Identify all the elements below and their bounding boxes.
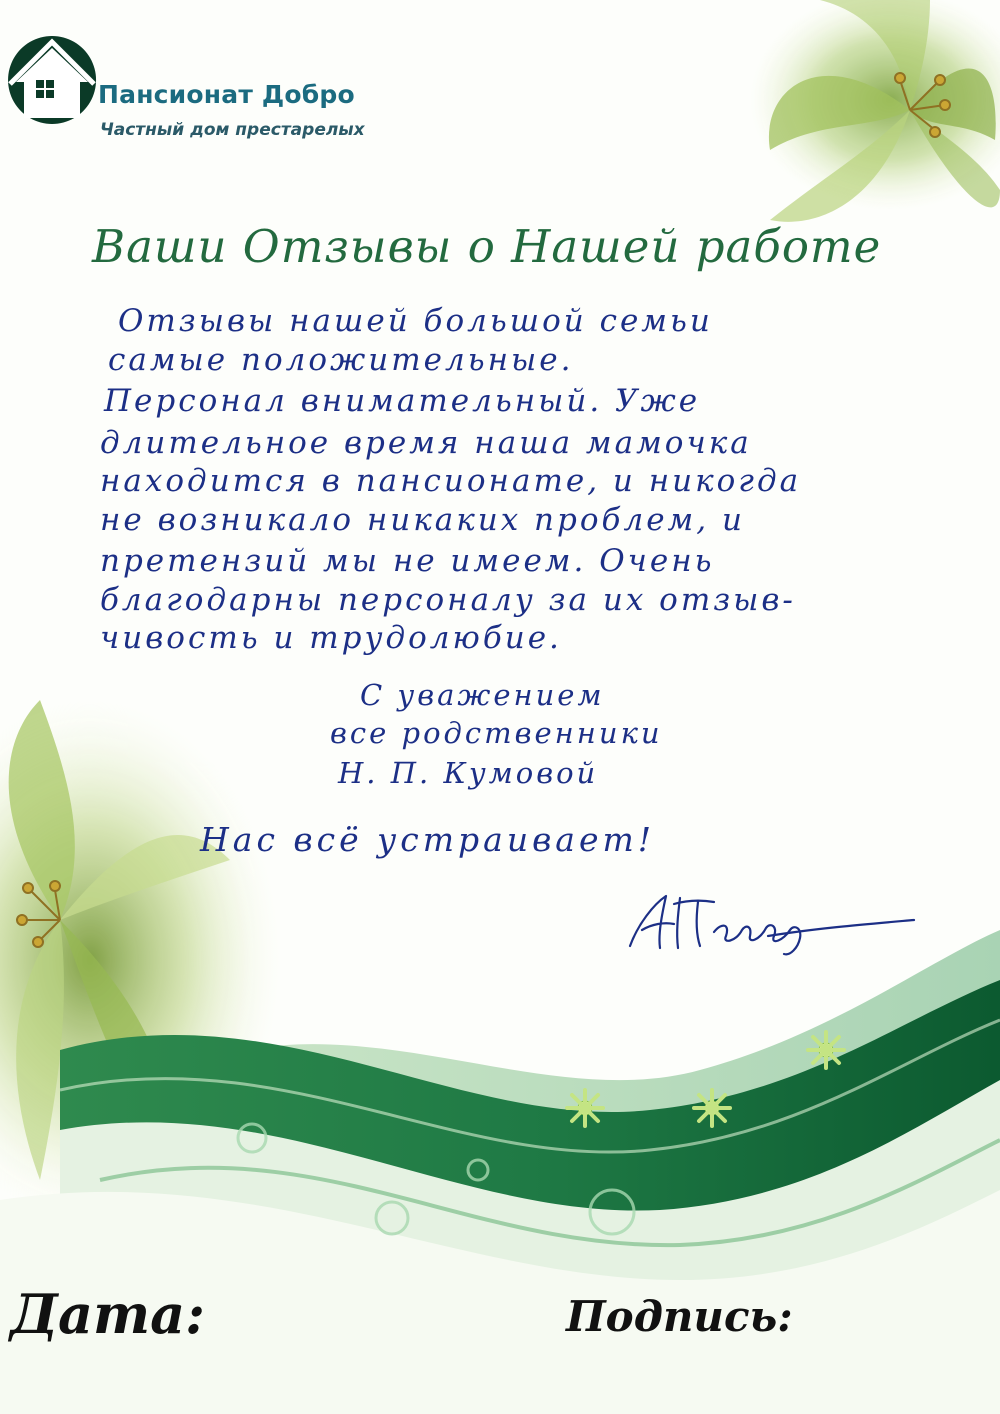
brand-name: Пансионат Добро	[98, 80, 355, 109]
lily-top-right	[750, 0, 1000, 222]
closing-line: Н. П. Кумовой	[338, 756, 599, 790]
letter-line: благодарны персоналу за их отзыв-	[100, 582, 796, 618]
signature-label: Подпись:	[566, 1292, 793, 1341]
tagline: Нас всё устраивает!	[200, 820, 656, 859]
letter-line: Отзывы нашей большой семьи	[118, 303, 713, 339]
house-logo-icon	[6, 28, 98, 128]
letter-line: самые положительные.	[108, 342, 574, 378]
letter-line: не возникало никаких проблем, и	[100, 502, 745, 538]
page-heading: Ваши Отзывы о Нашей работе	[92, 220, 882, 273]
closing-line: все родственники	[330, 716, 663, 750]
letter-line: находится в пансионате, и никогда	[100, 463, 802, 499]
logo	[6, 28, 426, 138]
brand-subtitle: Частный дом престарелых	[100, 120, 365, 140]
letter-line: чивость и трудолюбие.	[100, 620, 562, 656]
letter-line: Персонал внимательный. Уже	[104, 383, 701, 419]
closing-line: С уважением	[360, 678, 605, 712]
letter-line: претензий мы не имеем. Очень	[100, 543, 715, 579]
handwritten-signature	[618, 884, 918, 964]
date-label: Дата:	[10, 1282, 206, 1346]
letter-line: длительное время наша мамочка	[100, 425, 752, 461]
